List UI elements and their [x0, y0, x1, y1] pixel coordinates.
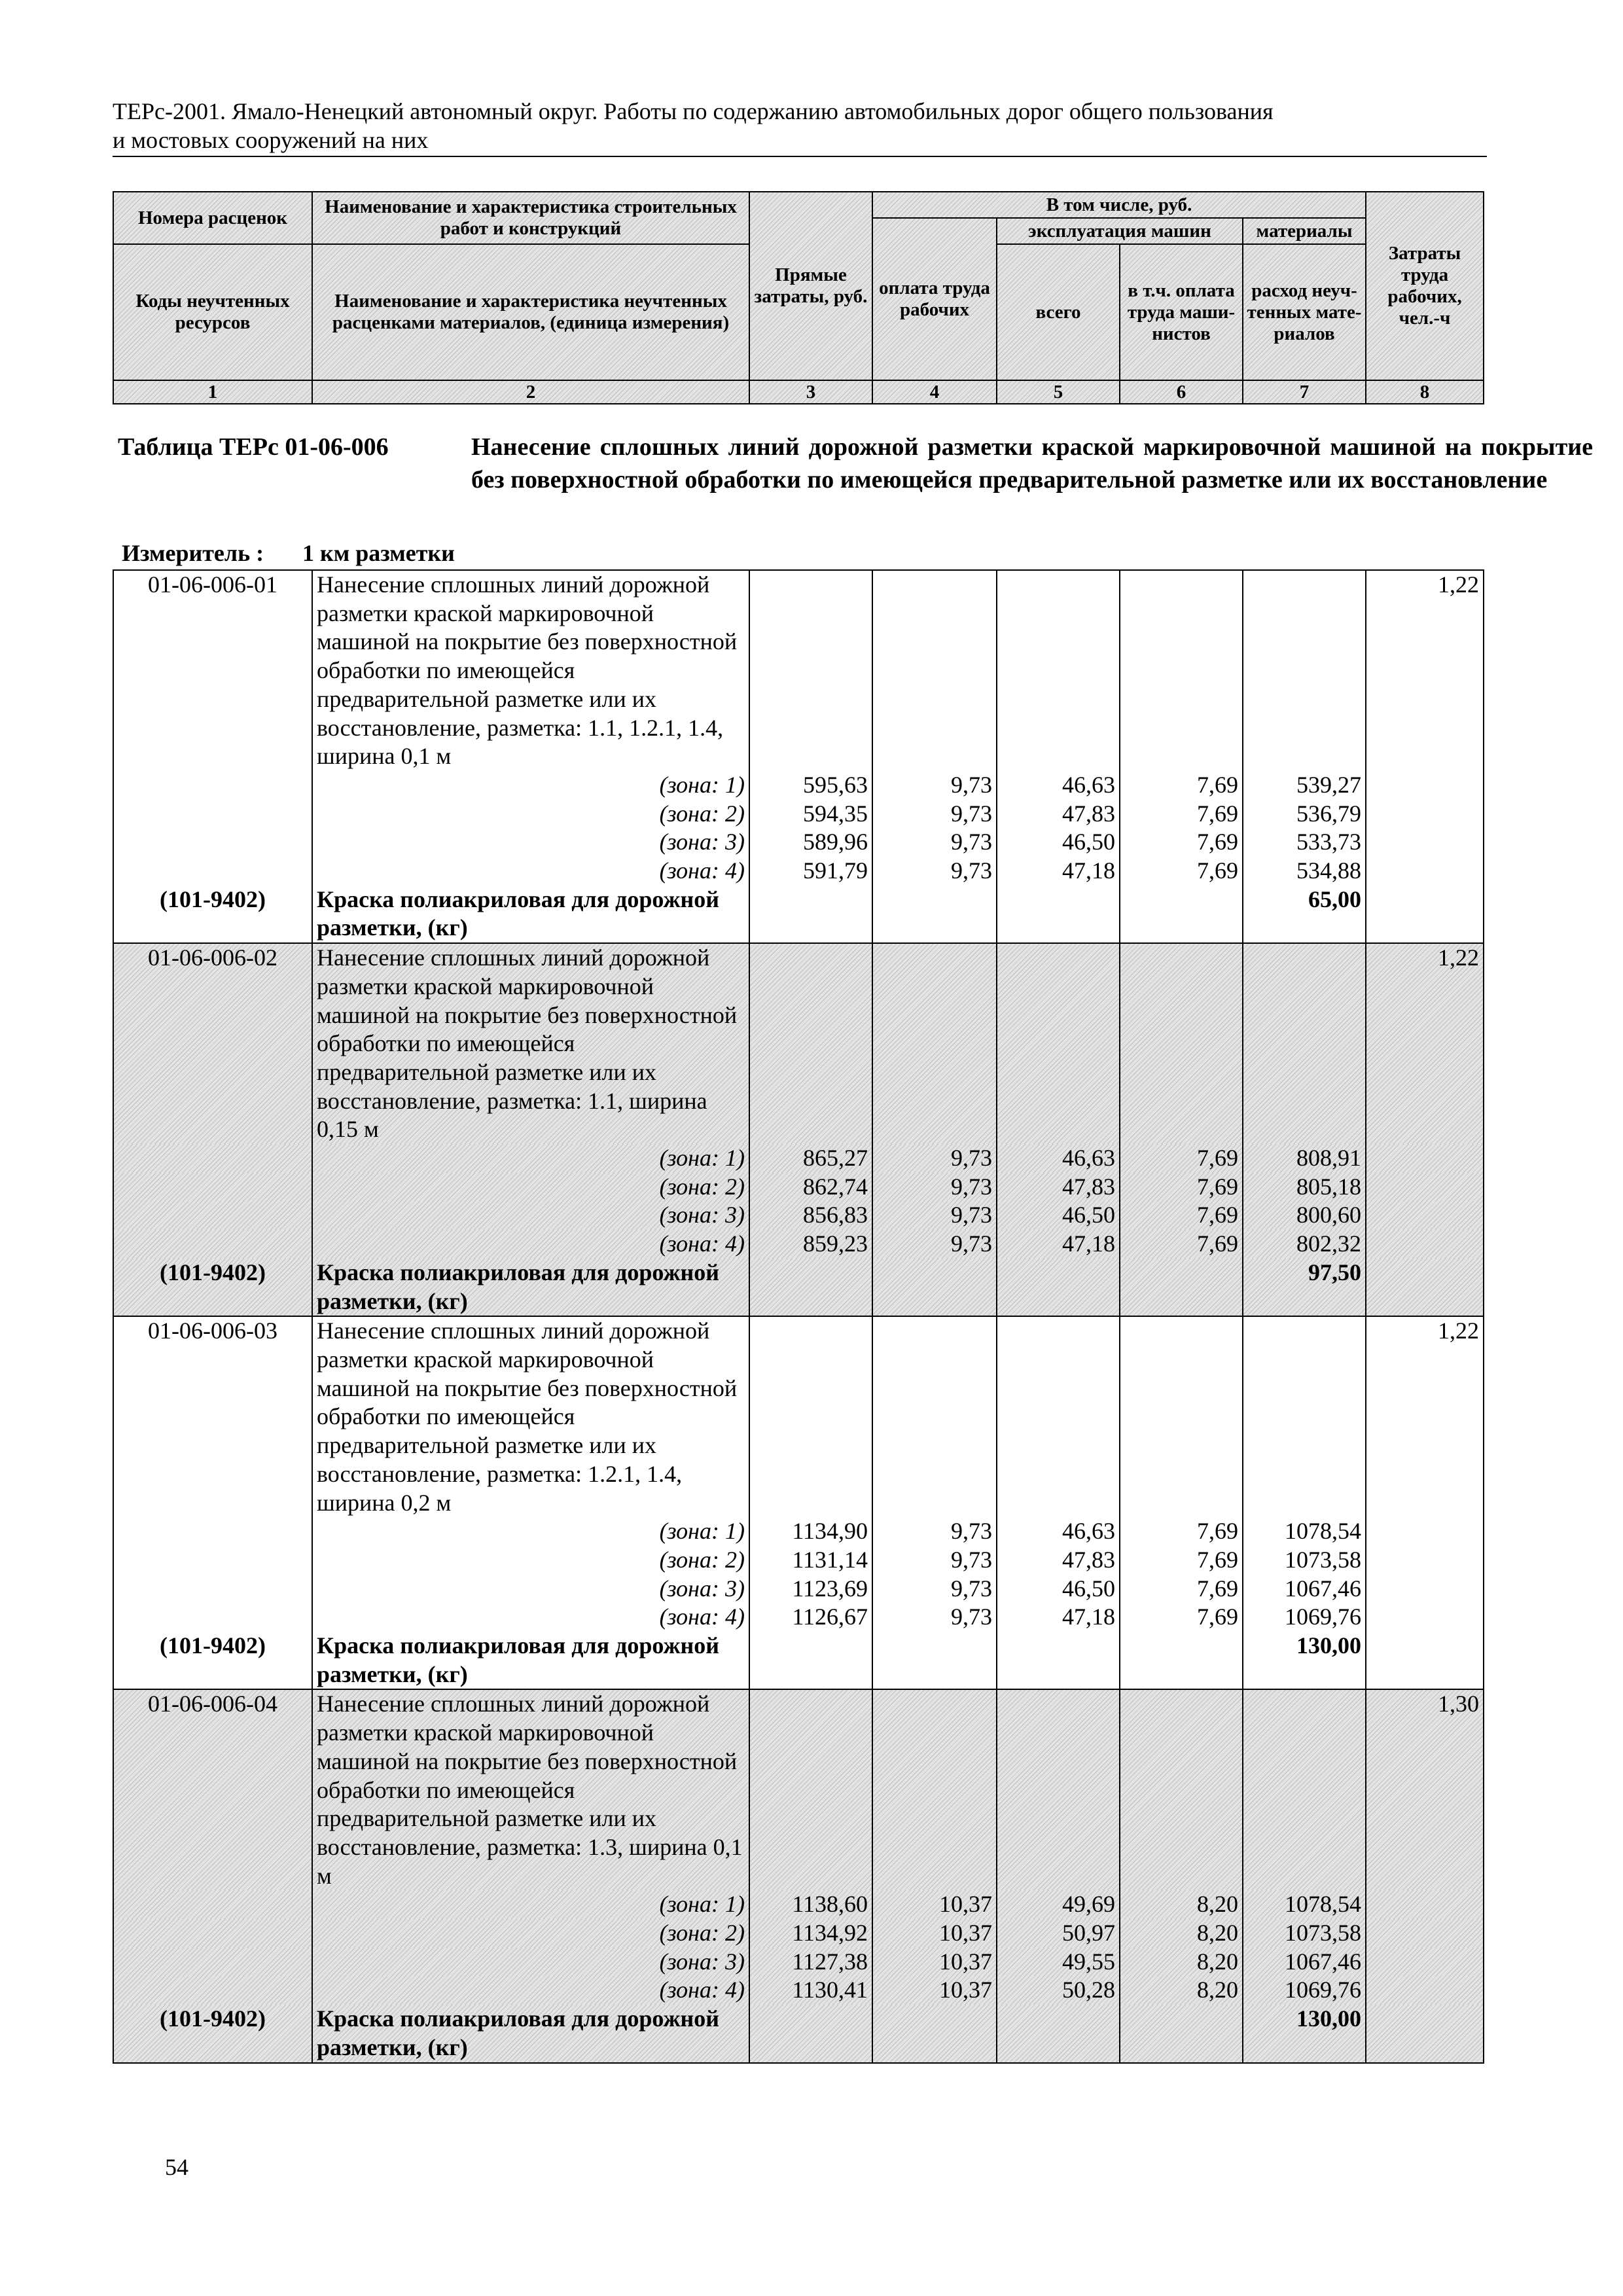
zone-label: (зона: 4)	[312, 857, 749, 886]
empty-cell	[872, 1259, 997, 1316]
zone-machpay: 8,20	[1120, 1919, 1243, 1948]
empty-cell	[1366, 1976, 1484, 2005]
zone-mat: 1069,76	[1243, 1976, 1366, 2005]
zone-machpay: 7,69	[1120, 800, 1243, 829]
zone-machpay: 7,69	[1120, 1230, 1243, 1259]
zone-mat: 1078,54	[1243, 1890, 1366, 1919]
zone-machpay: 7,69	[1120, 1144, 1243, 1173]
empty-cell	[113, 1919, 312, 1948]
zone-mat: 802,32	[1243, 1230, 1366, 1259]
empty-cell	[113, 1546, 312, 1575]
machines-group-header: эксплуатация машин	[997, 218, 1243, 244]
empty-cell	[872, 1632, 997, 1689]
empty-cell	[1366, 800, 1484, 829]
empty-cell	[1120, 1259, 1243, 1316]
empty-cell	[997, 1259, 1120, 1316]
col-1-bottom-header: Коды неучтенных ресурсов	[113, 244, 312, 380]
labor-cost: 1,22	[1366, 570, 1484, 771]
zone-machpay: 7,69	[1120, 1546, 1243, 1575]
empty-cell	[113, 1144, 312, 1173]
zone-direct: 1126,67	[749, 1603, 872, 1632]
zone-direct: 1131,14	[749, 1546, 872, 1575]
empty-cell	[1243, 1316, 1366, 1517]
table-name: Нанесение сплошных линий дорожной разметки краской маркировочной машиной на покрытие без поверхностной обработки по имеющейся предварительной разметке или их восстановление	[471, 433, 1593, 493]
empty-cell	[1243, 1689, 1366, 1890]
col-8-header: Затраты труда рабочих, чел.-ч	[1366, 192, 1484, 380]
zone-mach: 49,69	[997, 1890, 1120, 1919]
resource-code: (101-9402)	[113, 1632, 312, 1689]
zone-mach: 46,50	[997, 828, 1120, 857]
empty-cell	[1366, 886, 1484, 943]
zone-pay: 9,73	[872, 1603, 997, 1632]
zone-mat: 1073,58	[1243, 1919, 1366, 1948]
zone-direct: 1134,90	[749, 1517, 872, 1546]
zone-label: (зона: 2)	[312, 1919, 749, 1948]
resource-code: (101-9402)	[113, 2005, 312, 2062]
empty-cell	[749, 943, 872, 1144]
zone-mat: 533,73	[1243, 828, 1366, 857]
zone-pay: 9,73	[872, 1546, 997, 1575]
zone-row	[113, 1603, 1484, 1632]
zone-row	[113, 1517, 1484, 1546]
zone-row	[113, 771, 1484, 800]
empty-cell	[749, 1632, 872, 1689]
empty-cell	[997, 1689, 1120, 1890]
resource-name: Краска полиакриловая для дорожной разметки, (кг)	[312, 2005, 749, 2062]
resource-code: (101-9402)	[113, 886, 312, 943]
empty-cell	[1366, 1144, 1484, 1173]
empty-cell	[1366, 1948, 1484, 1977]
empty-cell	[997, 886, 1120, 943]
zone-pay: 9,73	[872, 771, 997, 800]
empty-cell	[1366, 2005, 1484, 2062]
zone-machpay: 7,69	[1120, 1603, 1243, 1632]
empty-cell	[113, 1890, 312, 1919]
rate-code: 01-06-006-04	[113, 1689, 312, 1890]
zone-mat: 800,60	[1243, 1201, 1366, 1230]
zone-machpay: 7,69	[1120, 1201, 1243, 1230]
resource-row	[113, 2005, 1484, 2062]
zone-row	[113, 1546, 1484, 1575]
zone-row	[113, 1173, 1484, 1202]
zone-mach: 47,18	[997, 1603, 1120, 1632]
page-number: 54	[165, 2154, 188, 2180]
labor-cost: 1,22	[1366, 943, 1484, 1144]
zone-pay: 10,37	[872, 1948, 997, 1977]
empty-cell	[113, 800, 312, 829]
empty-cell	[113, 1603, 312, 1632]
zone-row	[113, 1948, 1484, 1977]
zone-mat: 534,88	[1243, 857, 1366, 886]
resource-quantity: 65,00	[1243, 886, 1366, 943]
labor-cost: 1,22	[1366, 1316, 1484, 1517]
zone-label: (зона: 3)	[312, 1201, 749, 1230]
zone-mach: 46,63	[997, 771, 1120, 800]
zone-mat: 1073,58	[1243, 1546, 1366, 1575]
empty-cell	[1366, 1546, 1484, 1575]
empty-cell	[872, 2005, 997, 2062]
empty-cell	[1366, 1259, 1484, 1316]
empty-cell	[997, 2005, 1120, 2062]
empty-cell	[113, 1948, 312, 1977]
rate-code: 01-06-006-03	[113, 1316, 312, 1517]
empty-cell	[749, 1316, 872, 1517]
empty-cell	[1366, 828, 1484, 857]
zone-direct: 1130,41	[749, 1976, 872, 2005]
resource-name: Краска полиакриловая для дорожной разметки, (кг)	[312, 886, 749, 943]
zone-mat: 805,18	[1243, 1173, 1366, 1202]
zone-mach: 50,28	[997, 1976, 1120, 2005]
zone-label: (зона: 2)	[312, 1546, 749, 1575]
zone-pay: 9,73	[872, 1144, 997, 1173]
col-5-header: всего	[997, 244, 1120, 380]
col-number-2: 2	[312, 380, 749, 404]
empty-cell	[113, 771, 312, 800]
zone-pay: 10,37	[872, 1890, 997, 1919]
empty-cell	[1366, 1890, 1484, 1919]
zone-machpay: 7,69	[1120, 857, 1243, 886]
zone-mach: 47,18	[997, 857, 1120, 886]
empty-cell	[997, 1316, 1120, 1517]
resource-quantity: 130,00	[1243, 2005, 1366, 2062]
zone-machpay: 8,20	[1120, 1976, 1243, 2005]
col-number-7: 7	[1243, 380, 1366, 404]
zone-row	[113, 800, 1484, 829]
zone-label: (зона: 3)	[312, 828, 749, 857]
running-header-line-2: и мостовых сооружений на них	[113, 127, 429, 153]
resource-row	[113, 1632, 1484, 1689]
zone-direct: 1127,38	[749, 1948, 872, 1977]
zone-label: (зона: 1)	[312, 1890, 749, 1919]
zone-mat: 1078,54	[1243, 1517, 1366, 1546]
zone-row	[113, 1890, 1484, 1919]
zone-pay: 9,73	[872, 828, 997, 857]
empty-cell	[872, 570, 997, 771]
empty-cell	[1366, 1201, 1484, 1230]
zone-label: (зона: 1)	[312, 1144, 749, 1173]
col-6-header: в т.ч. оплата труда маши-нистов	[1120, 244, 1243, 380]
zone-row	[113, 1919, 1484, 1948]
zone-row	[113, 1144, 1484, 1173]
zone-mach: 46,63	[997, 1517, 1120, 1546]
empty-cell	[1243, 943, 1366, 1144]
measure-value: 1 км разметки	[302, 540, 455, 566]
zone-machpay: 7,69	[1120, 1173, 1243, 1202]
col-1-top-header: Номера расценок	[113, 192, 312, 244]
zone-pay: 9,73	[872, 1173, 997, 1202]
rates-table	[113, 569, 1484, 2064]
empty-cell	[1120, 1316, 1243, 1517]
zone-row	[113, 1575, 1484, 1604]
empty-cell	[1120, 886, 1243, 943]
empty-cell	[749, 1259, 872, 1316]
running-header-line-1: ТЕРс-2001. Ямало-Ненецкий автономный округ. Работы по содержанию автомобильных дорог общего пользования	[113, 98, 1274, 124]
empty-cell	[1366, 1575, 1484, 1604]
rate-code: 01-06-006-01	[113, 570, 312, 771]
empty-cell	[1366, 857, 1484, 886]
empty-cell	[1120, 2005, 1243, 2062]
zone-direct: 1123,69	[749, 1575, 872, 1604]
measure-line	[122, 539, 455, 567]
rate-row	[113, 943, 1484, 1144]
resource-row	[113, 886, 1484, 943]
empty-cell	[113, 828, 312, 857]
zone-direct: 589,96	[749, 828, 872, 857]
resource-row	[113, 1259, 1484, 1316]
rate-description: Нанесение сплошных линий дорожной разметки краской маркировочной машиной на покрытие без поверхностной обработки по имеющейся предварительной разметке или их восстановление, разметка: 1.2.1, 1.4, ширина 0,2 м	[312, 1316, 749, 1517]
empty-cell	[749, 886, 872, 943]
col-number-6: 6	[1120, 380, 1243, 404]
zone-row	[113, 857, 1484, 886]
materials-group-header: материалы	[1243, 218, 1366, 244]
zone-direct: 856,83	[749, 1201, 872, 1230]
zone-row	[113, 828, 1484, 857]
rate-description: Нанесение сплошных линий дорожной разметки краской маркировочной машиной на покрытие без поверхностной обработки по имеющейся предварительной разметке или их восстановление, разметка: 1.1, ширина 0,15 м	[312, 943, 749, 1144]
empty-cell	[113, 1575, 312, 1604]
col-number-8: 8	[1366, 380, 1484, 404]
zone-mach: 46,63	[997, 1144, 1120, 1173]
labor-cost: 1,30	[1366, 1689, 1484, 1890]
empty-cell	[1366, 1517, 1484, 1546]
zone-pay: 9,73	[872, 1517, 997, 1546]
col-number-1: 1	[113, 380, 312, 404]
empty-cell	[1366, 1632, 1484, 1689]
zone-mat: 536,79	[1243, 800, 1366, 829]
zone-label: (зона: 1)	[312, 771, 749, 800]
empty-cell	[749, 2005, 872, 2062]
empty-cell	[1366, 1919, 1484, 1948]
empty-cell	[113, 1230, 312, 1259]
zone-mach: 47,83	[997, 1546, 1120, 1575]
zone-label: (зона: 4)	[312, 1230, 749, 1259]
zone-machpay: 7,69	[1120, 1517, 1243, 1546]
zone-label: (зона: 1)	[312, 1517, 749, 1546]
zone-mat: 1067,46	[1243, 1948, 1366, 1977]
zone-label: (зона: 4)	[312, 1976, 749, 2005]
col-3-header: Прямые затраты, руб.	[749, 192, 872, 380]
zone-label: (зона: 3)	[312, 1948, 749, 1977]
empty-cell	[1120, 570, 1243, 771]
zone-direct: 1134,92	[749, 1919, 872, 1948]
group-header-including: В том числе, руб.	[872, 192, 1366, 218]
measure-label: Измеритель :	[122, 540, 264, 566]
col-number-5: 5	[997, 380, 1120, 404]
empty-cell	[1120, 1632, 1243, 1689]
empty-cell	[749, 1689, 872, 1890]
empty-cell	[113, 857, 312, 886]
zone-mat: 1069,76	[1243, 1603, 1366, 1632]
zone-pay: 9,73	[872, 857, 997, 886]
col-number-3: 3	[749, 380, 872, 404]
empty-cell	[1366, 1173, 1484, 1202]
zone-pay: 10,37	[872, 1919, 997, 1948]
zone-mach: 46,50	[997, 1201, 1120, 1230]
zone-pay: 9,73	[872, 1201, 997, 1230]
rate-description: Нанесение сплошных линий дорожной разметки краской маркировочной машиной на покрытие без поверхностной обработки по имеющейся предварительной разметке или их восстановление, разметка: 1.3, ширина 0,1 м	[312, 1689, 749, 1890]
zone-mach: 50,97	[997, 1919, 1120, 1948]
zone-mat: 808,91	[1243, 1144, 1366, 1173]
empty-cell	[1243, 570, 1366, 771]
empty-cell	[1366, 1230, 1484, 1259]
zone-machpay: 7,69	[1120, 771, 1243, 800]
zone-mat: 539,27	[1243, 771, 1366, 800]
empty-cell	[997, 943, 1120, 1144]
zone-pay: 9,73	[872, 800, 997, 829]
empty-cell	[1120, 1689, 1243, 1890]
empty-cell	[997, 570, 1120, 771]
rate-code: 01-06-006-02	[113, 943, 312, 1144]
zone-direct: 865,27	[749, 1144, 872, 1173]
zone-machpay: 8,20	[1120, 1948, 1243, 1977]
zone-machpay: 7,69	[1120, 828, 1243, 857]
zone-machpay: 7,69	[1120, 1575, 1243, 1604]
rate-description: Нанесение сплошных линий дорожной разметки краской маркировочной машиной на покрытие без поверхностной обработки по имеющейся предварительной разметке или их восстановление, разметка: 1.1, 1.2.1, 1.4, ширина 0,1 м	[312, 570, 749, 771]
empty-cell	[1120, 943, 1243, 1144]
col-2-top-header: Наименование и характеристика строительных работ и конструкций	[312, 192, 749, 244]
empty-cell	[872, 1689, 997, 1890]
zone-row	[113, 1201, 1484, 1230]
empty-cell	[749, 570, 872, 771]
zone-direct: 862,74	[749, 1173, 872, 1202]
zone-pay: 9,73	[872, 1230, 997, 1259]
column-header-table	[113, 191, 1484, 404]
empty-cell	[872, 886, 997, 943]
zone-pay: 10,37	[872, 1976, 997, 2005]
zone-label: (зона: 2)	[312, 1173, 749, 1202]
empty-cell	[1366, 771, 1484, 800]
zone-label: (зона: 3)	[312, 1575, 749, 1604]
zone-label: (зона: 2)	[312, 800, 749, 829]
resource-code: (101-9402)	[113, 1259, 312, 1316]
zone-direct: 594,35	[749, 800, 872, 829]
zone-machpay: 8,20	[1120, 1890, 1243, 1919]
zone-label: (зона: 4)	[312, 1603, 749, 1632]
rate-row	[113, 1316, 1484, 1517]
empty-cell	[113, 1976, 312, 2005]
zone-mach: 47,83	[997, 800, 1120, 829]
resource-quantity: 130,00	[1243, 1632, 1366, 1689]
col-2-bottom-header: Наименование и характеристика неучтенных расценками материалов, (единица измерения)	[312, 244, 749, 380]
col-number-4: 4	[872, 380, 997, 404]
empty-cell	[1366, 1603, 1484, 1632]
empty-cell	[997, 1632, 1120, 1689]
zone-mach: 49,55	[997, 1948, 1120, 1977]
zone-mach: 47,83	[997, 1173, 1120, 1202]
zone-row	[113, 1976, 1484, 2005]
table-code: Таблица ТЕРс 01-06-006	[118, 433, 389, 461]
empty-cell	[113, 1173, 312, 1202]
running-header	[113, 97, 1487, 157]
col-4-header: оплата труда рабочих	[872, 218, 997, 380]
rate-row	[113, 1689, 1484, 1890]
zone-row	[113, 1230, 1484, 1259]
zone-direct: 591,79	[749, 857, 872, 886]
zone-mach: 46,50	[997, 1575, 1120, 1604]
col-7-header: расход неуч-тенных мате-риалов	[1243, 244, 1366, 380]
zone-direct: 859,23	[749, 1230, 872, 1259]
rate-row	[113, 570, 1484, 771]
zone-mat: 1067,46	[1243, 1575, 1366, 1604]
resource-name: Краска полиакриловая для дорожной разметки, (кг)	[312, 1259, 749, 1316]
empty-cell	[113, 1201, 312, 1230]
empty-cell	[872, 943, 997, 1144]
zone-pay: 9,73	[872, 1575, 997, 1604]
zone-direct: 595,63	[749, 771, 872, 800]
empty-cell	[872, 1316, 997, 1517]
empty-cell	[113, 1517, 312, 1546]
resource-name: Краска полиакриловая для дорожной разметки, (кг)	[312, 1632, 749, 1689]
resource-quantity: 97,50	[1243, 1259, 1366, 1316]
zone-mach: 47,18	[997, 1230, 1120, 1259]
zone-direct: 1138,60	[749, 1890, 872, 1919]
